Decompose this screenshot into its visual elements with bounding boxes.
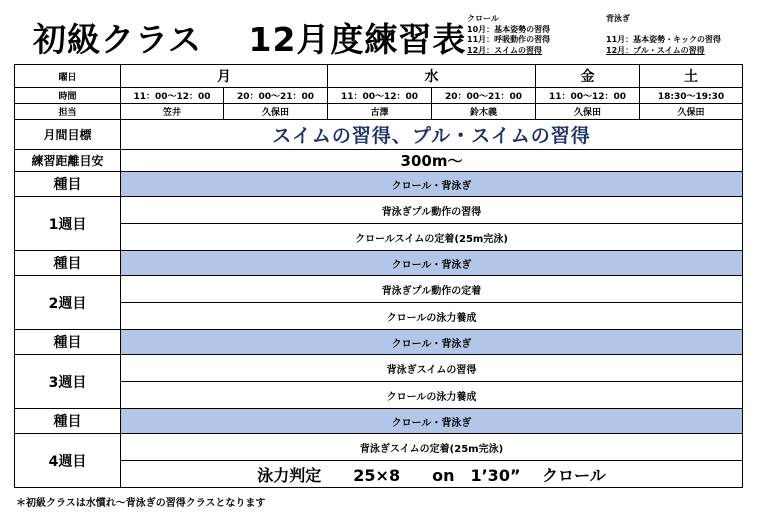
day-header: 土: [640, 65, 743, 88]
row-label-stroke: 種目: [15, 409, 121, 434]
time-cell: 18:30～19:30: [640, 88, 743, 104]
staff-cell: 鈴木義: [432, 104, 536, 120]
day-header: 水: [328, 65, 536, 88]
week-row: [15, 382, 743, 409]
week-content: 背泳ぎプル動作の定着: [121, 276, 743, 303]
row-label-time: 時間: [15, 88, 121, 104]
legend-crawl-line: 12月：スイムの習得: [467, 45, 542, 55]
row-label-day: 曜日: [15, 65, 121, 88]
stroke-cell: クロール・背泳ぎ: [121, 330, 743, 355]
week-row: [15, 276, 743, 303]
week-row: [15, 197, 743, 224]
staff-cell: 久保田: [640, 104, 743, 120]
row-label-stroke: 種目: [15, 330, 121, 355]
staff-cell: 久保田: [536, 104, 640, 120]
row-label-distance: 練習距離目安: [15, 150, 121, 172]
stroke-row: [15, 330, 743, 355]
stroke-row: [15, 251, 743, 276]
row-label-stroke: 種目: [15, 251, 121, 276]
page-title: 初級クラス 12月度練習表: [33, 20, 467, 59]
time-cell: 20：00～21：00: [432, 88, 536, 104]
day-row: [15, 65, 743, 88]
row-label-staff: 担当: [15, 104, 121, 120]
swim-ability-test: 泳力判定 25×8 on 1’30” クロール: [121, 461, 743, 488]
day-header: 月: [121, 65, 328, 88]
week-row: [15, 461, 743, 488]
time-row: [15, 88, 743, 104]
monthly-goal: スイムの習得、プル・スイムの習得: [121, 120, 743, 150]
staff-cell: 久保田: [224, 104, 328, 120]
week-content: 背泳ぎプル動作の習得: [121, 197, 743, 224]
week-content: クロールの泳力養成: [121, 382, 743, 409]
week-content: クロールスイムの定着(25m完泳): [121, 224, 743, 251]
week-content: 背泳ぎスイムの習得: [121, 355, 743, 382]
distance-row: [15, 150, 743, 172]
week-row: [15, 224, 743, 251]
time-cell: 11：00～12：00: [121, 88, 224, 104]
legend-backstroke: [606, 14, 721, 56]
practice-distance: 300m～: [121, 150, 743, 172]
week-label: 1週目: [15, 197, 121, 251]
legend-backstroke-heading: 背泳ぎ: [606, 14, 630, 23]
stroke-cell: クロール・背泳ぎ: [121, 409, 743, 434]
staff-cell: 古澤: [328, 104, 432, 120]
week-row: [15, 434, 743, 461]
week-label: 3週目: [15, 355, 121, 409]
week-row: [15, 303, 743, 330]
week-label: 2週目: [15, 276, 121, 330]
legend-crawl-heading: クロール: [467, 14, 499, 23]
week-content: クロールの泳力養成: [121, 303, 743, 330]
goal-row: [15, 120, 743, 150]
stroke-cell: クロール・背泳ぎ: [121, 251, 743, 276]
stroke-cell: クロール・背泳ぎ: [121, 172, 743, 197]
time-cell: 11：00～12：00: [328, 88, 432, 104]
week-row: [15, 355, 743, 382]
footnote: ＊初級クラスは水慣れ～背泳ぎの習得クラスとなります: [16, 498, 266, 509]
legend-crawl-line: 11月：呼吸動作の習得: [467, 35, 551, 44]
legend-crawl: [467, 14, 550, 56]
time-cell: 11：00～12：00: [536, 88, 640, 104]
stroke-row: [15, 172, 743, 197]
staff-cell: 笠井: [121, 104, 224, 120]
time-cell: 20：00～21：00: [224, 88, 328, 104]
legend-backstroke-line: 12月：プル・スイムの習得: [606, 45, 705, 55]
week-content: 背泳ぎスイムの定着(25m完泳): [121, 434, 743, 461]
week-label: 4週目: [15, 434, 121, 488]
row-label-stroke: 種目: [15, 172, 121, 197]
row-label-goal: 月間目標: [15, 120, 121, 150]
legend-crawl-line: 10月：基本姿勢の習得: [467, 24, 551, 34]
day-header: 金: [536, 65, 640, 88]
legend-backstroke-line: 11月：基本姿勢・キックの習得: [606, 35, 721, 44]
schedule-table: [14, 64, 743, 488]
staff-row: [15, 104, 743, 120]
stroke-row: [15, 409, 743, 434]
